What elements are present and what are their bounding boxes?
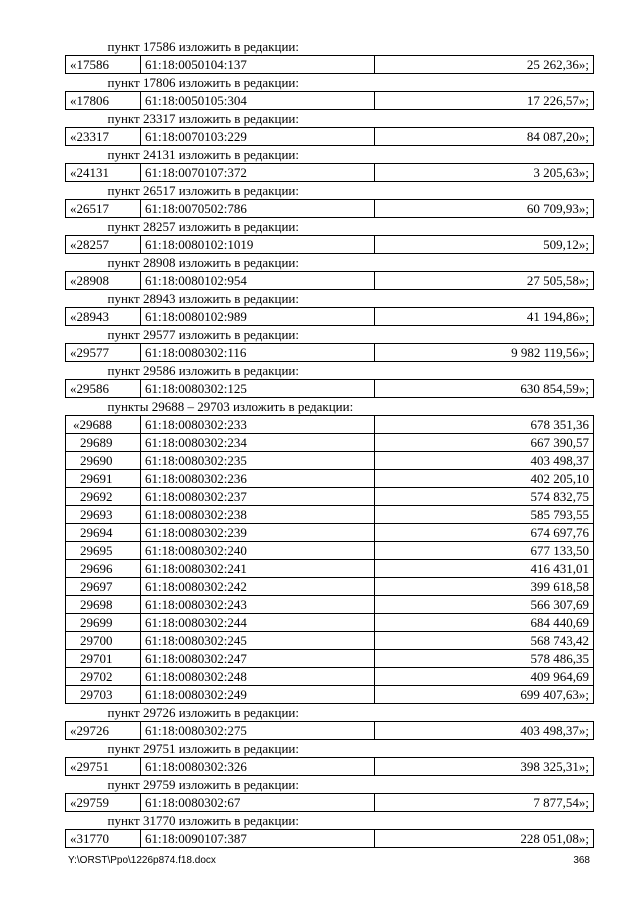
table-row	[66, 722, 594, 740]
value-cell: 674 697,76	[375, 524, 594, 542]
cadastral-number-cell: 61:18:0080302:248	[141, 668, 375, 686]
item-number-cell: 29693	[66, 506, 141, 524]
cadastral-number-cell: 61:18:0080302:245	[141, 632, 375, 650]
value-cell: 509,12»;	[375, 236, 594, 254]
cadastral-number-cell: 61:18:0080302:326	[141, 758, 375, 776]
cadastral-number-cell: 61:18:0080102:954	[141, 272, 375, 290]
value-cell: 667 390,57	[375, 434, 594, 452]
value-cell: 402 205,10	[375, 470, 594, 488]
table-row	[66, 794, 594, 812]
amendment-heading: пункт 28908 изложить в редакции:	[107, 255, 299, 270]
amendment-heading: пункт 17806 изложить в редакции:	[107, 75, 299, 90]
value-cell: 7 877,54»;	[375, 794, 594, 812]
value-cell: 3 205,63»;	[375, 164, 594, 182]
table-row	[66, 578, 594, 596]
table-row	[66, 560, 594, 578]
cadastral-number-cell: 61:18:0080302:239	[141, 524, 375, 542]
value-cell: 403 498,37»;	[375, 722, 594, 740]
footer-file-path: Y:\ORST\Ppo\1226p874.f18.docx	[68, 855, 216, 866]
amendment-heading-row	[66, 146, 594, 164]
item-number-cell: 29701	[66, 650, 141, 668]
item-number-cell: 29695	[66, 542, 141, 560]
item-number-cell: 29696	[66, 560, 141, 578]
table-row	[66, 488, 594, 506]
table-row	[66, 758, 594, 776]
amendment-heading: пункт 26517 изложить в редакции:	[107, 183, 299, 198]
cadastral-number-cell: 61:18:0080302:241	[141, 560, 375, 578]
table-row	[66, 416, 594, 434]
table-row	[66, 128, 594, 146]
amendment-heading-row	[66, 812, 594, 830]
value-cell: 585 793,55	[375, 506, 594, 524]
value-cell: 41 194,86»;	[375, 308, 594, 326]
amendment-heading-row	[66, 110, 594, 128]
item-number-cell: «26517	[66, 200, 141, 218]
table-row	[66, 596, 594, 614]
cadastral-number-cell: 61:18:0080302:236	[141, 470, 375, 488]
item-number-cell: «17806	[66, 92, 141, 110]
table-row	[66, 686, 594, 704]
cadastral-number-cell: 61:18:0080102:989	[141, 308, 375, 326]
cadastral-number-cell: 61:18:0080302:234	[141, 434, 375, 452]
value-cell: 25 262,36»;	[375, 56, 594, 74]
amendment-heading-row	[66, 290, 594, 308]
cadastral-number-cell: 61:18:0080302:116	[141, 344, 375, 362]
value-cell: 677 133,50	[375, 542, 594, 560]
table-row	[66, 200, 594, 218]
table-row	[66, 470, 594, 488]
amendment-heading: пункт 28943 изложить в редакции:	[107, 291, 299, 306]
cadastral-number-cell: 61:18:0080302:125	[141, 380, 375, 398]
item-number-cell: 29697	[66, 578, 141, 596]
cadastral-number-cell: 61:18:0080302:242	[141, 578, 375, 596]
table-row	[66, 830, 594, 848]
item-number-cell: «29577	[66, 344, 141, 362]
amendment-heading: пункт 29726 изложить в редакции:	[107, 705, 299, 720]
item-number-cell: «28908	[66, 272, 141, 290]
amendment-heading-row	[66, 38, 594, 56]
cadastral-number-cell: 61:18:0080302:243	[141, 596, 375, 614]
cadastral-number-cell: 61:18:0070502:786	[141, 200, 375, 218]
cadastral-number-cell: 61:18:0080302:237	[141, 488, 375, 506]
amendment-heading: пункт 28257 изложить в редакции:	[107, 219, 299, 234]
cadastral-number-cell: 61:18:0090107:387	[141, 830, 375, 848]
item-number-cell: «29688	[66, 416, 141, 434]
amendment-heading: пункт 24131 изложить в редакции:	[107, 147, 299, 162]
cadastral-number-cell: 61:18:0080302:249	[141, 686, 375, 704]
cadastral-number-cell: 61:18:0050105:304	[141, 92, 375, 110]
amendment-heading-row	[66, 398, 594, 416]
value-cell: 574 832,75	[375, 488, 594, 506]
item-number-cell: «23317	[66, 128, 141, 146]
cadastral-number-cell: 61:18:0050104:137	[141, 56, 375, 74]
amendment-heading-row	[66, 326, 594, 344]
table-row	[66, 344, 594, 362]
amendment-heading: пункт 23317 изложить в редакции:	[107, 111, 299, 126]
amendment-heading: пункт 17586 изложить в редакции:	[107, 39, 299, 54]
table-row	[66, 650, 594, 668]
value-cell: 228 051,08»;	[375, 830, 594, 848]
item-number-cell: «31770	[66, 830, 141, 848]
value-cell: 630 854,59»;	[375, 380, 594, 398]
table-row	[66, 434, 594, 452]
table-row	[66, 92, 594, 110]
amendment-heading-row	[66, 254, 594, 272]
item-number-cell: «29726	[66, 722, 141, 740]
table-row	[66, 164, 594, 182]
amendment-heading: пункт 29577 изложить в редакции:	[107, 327, 299, 342]
cadastral-number-cell: 61:18:0080102:1019	[141, 236, 375, 254]
amendment-heading-row	[66, 704, 594, 722]
value-cell: 409 964,69	[375, 668, 594, 686]
value-cell: 684 440,69	[375, 614, 594, 632]
amendment-heading-row	[66, 776, 594, 794]
amendment-heading: пункт 29751 изложить в редакции:	[107, 741, 299, 756]
item-number-cell: «28943	[66, 308, 141, 326]
cadastral-number-cell: 61:18:0080302:247	[141, 650, 375, 668]
table-row	[66, 668, 594, 686]
table-row	[66, 506, 594, 524]
value-cell: 60 709,93»;	[375, 200, 594, 218]
amendment-heading-row	[66, 74, 594, 92]
item-number-cell: «29759	[66, 794, 141, 812]
table-row	[66, 614, 594, 632]
amendments-table	[65, 38, 594, 848]
value-cell: 27 505,58»;	[375, 272, 594, 290]
cadastral-number-cell: 61:18:0080302:238	[141, 506, 375, 524]
amendment-heading: пункт 29759 изложить в редакции:	[107, 777, 299, 792]
amendment-heading-row	[66, 218, 594, 236]
cadastral-number-cell: 61:18:0070107:372	[141, 164, 375, 182]
value-cell: 403 498,37	[375, 452, 594, 470]
value-cell: 17 226,57»;	[375, 92, 594, 110]
item-number-cell: «29586	[66, 380, 141, 398]
item-number-cell: 29692	[66, 488, 141, 506]
item-number-cell: «24131	[66, 164, 141, 182]
item-number-cell: 29703	[66, 686, 141, 704]
amendment-heading: пункты 29688 – 29703 изложить в редакции:	[107, 399, 354, 414]
value-cell: 678 351,36	[375, 416, 594, 434]
value-cell: 578 486,35	[375, 650, 594, 668]
item-number-cell: 29700	[66, 632, 141, 650]
value-cell: 9 982 119,56»;	[375, 344, 594, 362]
cadastral-number-cell: 61:18:0080302:244	[141, 614, 375, 632]
value-cell: 398 325,31»;	[375, 758, 594, 776]
value-cell: 399 618,58	[375, 578, 594, 596]
cadastral-number-cell: 61:18:0080302:235	[141, 452, 375, 470]
amendment-heading-row	[66, 740, 594, 758]
table-row	[66, 272, 594, 290]
item-number-cell: 29694	[66, 524, 141, 542]
item-number-cell: 29702	[66, 668, 141, 686]
table-row	[66, 542, 594, 560]
value-cell: 699 407,63»;	[375, 686, 594, 704]
table-row	[66, 236, 594, 254]
cadastral-number-cell: 61:18:0080302:275	[141, 722, 375, 740]
item-number-cell: «29751	[66, 758, 141, 776]
amendment-heading: пункт 31770 изложить в редакции:	[107, 813, 299, 828]
item-number-cell: 29691	[66, 470, 141, 488]
item-number-cell: «28257	[66, 236, 141, 254]
table-row	[66, 632, 594, 650]
cadastral-number-cell: 61:18:0080302:233	[141, 416, 375, 434]
amendment-heading-row	[66, 182, 594, 200]
amendment-heading-row	[66, 362, 594, 380]
table-row	[66, 524, 594, 542]
cadastral-number-cell: 61:18:0080302:67	[141, 794, 375, 812]
amendments-table-body	[66, 38, 594, 848]
value-cell: 84 087,20»;	[375, 128, 594, 146]
item-number-cell: 29699	[66, 614, 141, 632]
amendment-heading: пункт 29586 изложить в редакции:	[107, 363, 299, 378]
value-cell: 566 307,69	[375, 596, 594, 614]
table-row	[66, 308, 594, 326]
item-number-cell: 29690	[66, 452, 141, 470]
item-number-cell: «17586	[66, 56, 141, 74]
item-number-cell: 29698	[66, 596, 141, 614]
table-row	[66, 56, 594, 74]
value-cell: 568 743,42	[375, 632, 594, 650]
item-number-cell: 29689	[66, 434, 141, 452]
cadastral-number-cell: 61:18:0080302:240	[141, 542, 375, 560]
footer-page-number: 368	[573, 855, 590, 866]
table-row	[66, 452, 594, 470]
value-cell: 416 431,01	[375, 560, 594, 578]
table-row	[66, 380, 594, 398]
cadastral-number-cell: 61:18:0070103:229	[141, 128, 375, 146]
